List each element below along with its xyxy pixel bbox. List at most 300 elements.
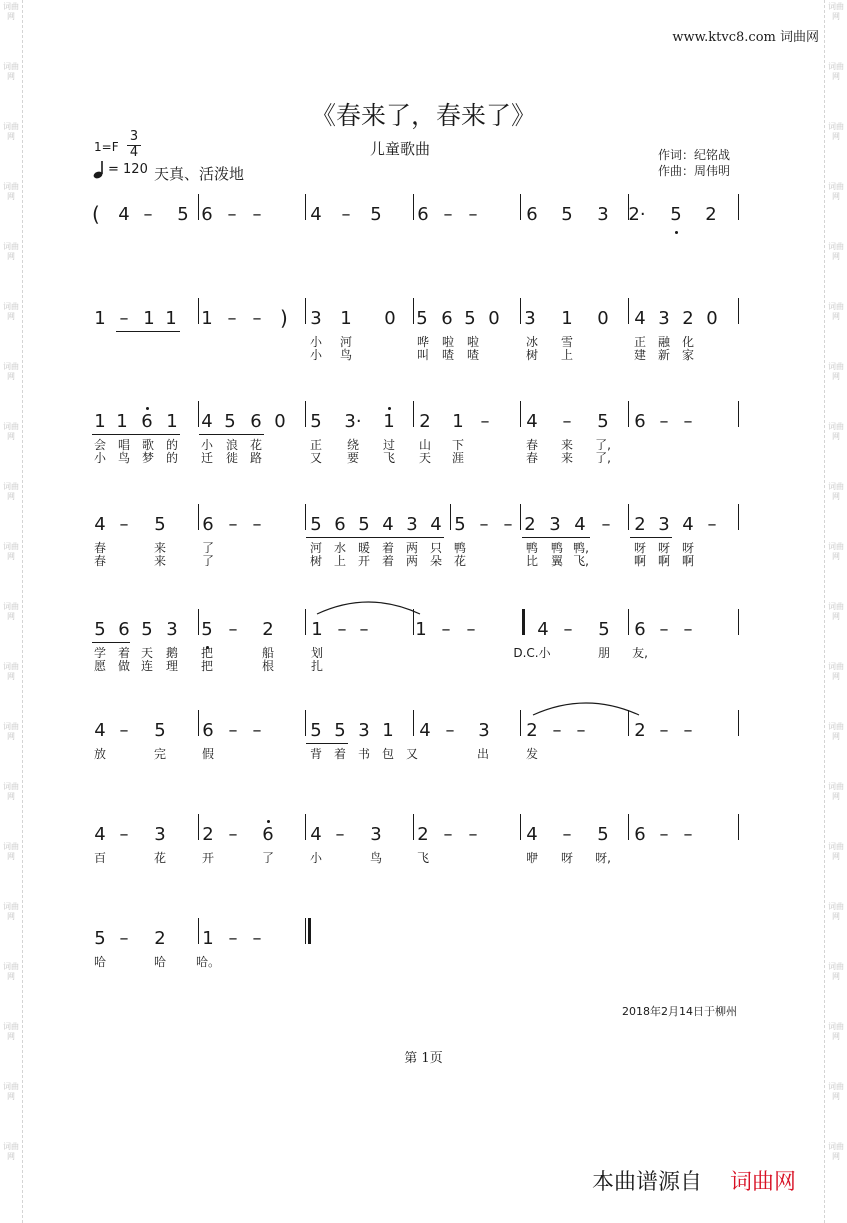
barline — [738, 401, 739, 427]
note-symbol: 2 — [526, 720, 538, 741]
margin-watermark: 词曲网 — [3, 1142, 19, 1161]
lyric-line1: 咿 — [525, 851, 539, 865]
note-symbol: 1 — [165, 308, 177, 329]
note-symbol: 5 — [670, 204, 682, 225]
barline — [628, 504, 629, 530]
lyric-line1: 鸭 — [453, 541, 467, 555]
lyric-line2: 建 — [633, 348, 647, 362]
note-symbol: 6 — [202, 514, 214, 535]
note-symbol: 3 — [154, 824, 166, 845]
barline — [520, 194, 521, 220]
note-symbol: – — [659, 619, 669, 640]
margin-watermark: 词曲网 — [828, 662, 844, 681]
lyric-line1: 冰 — [525, 335, 539, 349]
lyric-line1: 把 — [200, 646, 214, 660]
barline — [198, 298, 199, 324]
note-symbol: – — [252, 204, 262, 225]
barline — [520, 814, 521, 840]
note-symbol: 6 — [201, 204, 213, 225]
note-symbol: 4 — [94, 720, 106, 741]
lyric-line2: 根 — [261, 659, 275, 673]
note-symbol: 1 — [116, 411, 128, 432]
note-symbol: 3 — [524, 308, 536, 329]
barline — [198, 401, 199, 427]
note-symbol: 3 — [597, 204, 609, 225]
margin-watermark: 词曲网 — [828, 2, 844, 21]
lyric-line1: 假 — [201, 747, 215, 761]
note-symbol: 4 — [201, 411, 213, 432]
note-symbol: 5 — [224, 411, 236, 432]
margin-watermark: 词曲网 — [828, 242, 844, 261]
lyric-line1: 船 — [261, 646, 275, 660]
lyric-line2: 鸟 — [339, 348, 353, 362]
barline — [413, 814, 414, 840]
lyric-line1: 飞 — [416, 851, 430, 865]
note-symbol: – — [683, 619, 693, 640]
lyric-line2: 上 — [560, 348, 574, 362]
note-symbol: 2 — [202, 824, 214, 845]
note-symbol: – — [252, 928, 262, 949]
note-symbol: – — [143, 204, 153, 225]
note-symbol: 6 — [634, 411, 646, 432]
lyric-line1: 哈。 — [195, 955, 221, 969]
note-symbol: 3 — [478, 720, 490, 741]
lyric-line2: 理 — [165, 659, 179, 673]
lyric-line1: 了 — [261, 851, 275, 865]
lyric-line1: 绕 — [346, 438, 360, 452]
note-symbol: 6 — [334, 514, 346, 535]
note-symbol: – — [252, 514, 262, 535]
source-brand-link[interactable]: 词曲网 — [730, 1170, 797, 1195]
note-symbol: 5 — [310, 720, 322, 741]
note-symbol: 3· — [344, 411, 362, 432]
note-symbol: 3 — [166, 619, 178, 640]
lyric-line2: 着 — [381, 554, 395, 568]
note-symbol: 6 — [634, 619, 646, 640]
note-symbol: 4 — [430, 514, 442, 535]
key-signature: 1=F — [94, 140, 119, 154]
note-symbol: – — [563, 619, 573, 640]
lyric-line1: 花 — [249, 438, 263, 452]
note-symbol: 2 — [417, 824, 429, 845]
lyric-line1: 小 — [309, 335, 323, 349]
note-symbol: 0 — [384, 308, 396, 329]
margin-watermark: 词曲网 — [828, 602, 844, 621]
note-symbol: 1 — [415, 619, 427, 640]
note-symbol: – — [341, 204, 351, 225]
composer-credit: 作曲：周伟明 — [658, 164, 731, 178]
margin-watermark: 词曲网 — [828, 422, 844, 441]
barline — [738, 194, 739, 220]
note-symbol: 5 — [597, 411, 609, 432]
lyric-line1: 哈 — [153, 955, 167, 969]
margin-watermark: 词曲网 — [3, 362, 19, 381]
octave-dot-below — [675, 231, 678, 234]
lyric-line2: 花 — [453, 554, 467, 568]
barline — [738, 814, 739, 840]
barline — [198, 918, 199, 944]
note-symbol: 4 — [682, 514, 694, 535]
lyric-line1: 雪 — [560, 335, 574, 349]
lyric-line2: 树 — [525, 348, 539, 362]
lyric-line1: 完 — [153, 747, 167, 761]
beam-underline — [199, 434, 264, 435]
margin-watermark: 词曲网 — [3, 302, 19, 321]
lyric-line2: 飞, — [573, 554, 589, 568]
note-symbol: – — [119, 928, 129, 949]
lyric-line1: 朋 — [597, 646, 611, 660]
note-symbol: 1 — [561, 308, 573, 329]
lyric-line1: 书 — [357, 747, 371, 761]
lyric-line2: 春 — [93, 554, 107, 568]
margin-watermark: 词曲网 — [828, 182, 844, 201]
note-symbol: 5 — [561, 204, 573, 225]
barline — [520, 298, 521, 324]
note-symbol: – — [252, 720, 262, 741]
note-symbol: – — [552, 720, 562, 741]
margin-watermark: 词曲网 — [3, 902, 19, 921]
note-symbol: 5 — [597, 824, 609, 845]
lyric-line1: 了, — [595, 438, 611, 452]
barline — [198, 814, 199, 840]
lyric-line1: 浪 — [225, 438, 239, 452]
lyric-line2: 连 — [140, 659, 154, 673]
lyric-line2: 把 — [200, 659, 214, 673]
lyric-line2: 又 — [309, 451, 323, 465]
margin-watermark: 词曲网 — [828, 722, 844, 741]
note-symbol: 5 — [334, 720, 346, 741]
lyric-line2: 小 — [93, 451, 107, 465]
lyric-line1: 又 — [405, 747, 419, 761]
note-symbol: 3 — [658, 308, 670, 329]
beam-underline — [92, 642, 130, 643]
note-symbol: 4 — [94, 824, 106, 845]
barline — [198, 710, 199, 736]
note-symbol: 5 — [201, 619, 213, 640]
note-symbol: – — [119, 308, 129, 329]
note-symbol: – — [707, 514, 717, 535]
beam-underline — [630, 537, 672, 538]
lyric-line2: 来 — [560, 451, 574, 465]
lyric-line1: 鸭 — [525, 541, 539, 555]
margin-watermark: 词曲网 — [3, 542, 19, 561]
note-symbol: – — [468, 204, 478, 225]
lyric-line1: 小 — [309, 851, 323, 865]
lyric-line2: 喳 — [466, 348, 480, 362]
lyric-line2: 徙 — [225, 451, 239, 465]
note-symbol: 5 — [598, 619, 610, 640]
left-margin-watermark-strip — [0, 0, 23, 1223]
note-symbol: 4 — [526, 824, 538, 845]
note-symbol: 1 — [143, 308, 155, 329]
lyric-line1: 暖 — [357, 541, 371, 555]
repeat-barline — [522, 609, 525, 635]
note-symbol: 5 — [141, 619, 153, 640]
intro-close-paren: ) — [280, 306, 288, 330]
barline — [413, 710, 414, 736]
note-symbol: 6 — [441, 308, 453, 329]
beam-underline — [522, 537, 590, 538]
lyric-line1: 鸟 — [369, 851, 383, 865]
lyric-line1: 两 — [405, 541, 419, 555]
margin-watermark: 词曲网 — [3, 1082, 19, 1101]
note-symbol: 5 — [154, 514, 166, 535]
note-symbol: 5 — [416, 308, 428, 329]
margin-watermark: 词曲网 — [3, 242, 19, 261]
lyric-line1: 发 — [525, 747, 539, 761]
note-symbol: 0 — [488, 308, 500, 329]
note-symbol: 0 — [274, 411, 286, 432]
note-symbol: – — [443, 204, 453, 225]
lyric-line1: 水 — [333, 541, 347, 555]
lyric-line2: 愿 — [93, 659, 107, 673]
final-barline-thin — [305, 918, 306, 944]
note-symbol: 6 — [417, 204, 429, 225]
lyric-line1: 哗 — [416, 335, 430, 349]
lyric-line1: 鹅 — [165, 646, 179, 660]
margin-watermark: 词曲网 — [3, 602, 19, 621]
note-symbol: – — [480, 411, 490, 432]
note-symbol: – — [659, 720, 669, 741]
lyric-line1: 呀 — [633, 541, 647, 555]
composition-date: 2018年2月14日于柳州 — [622, 1005, 737, 1018]
note-symbol: 2 — [154, 928, 166, 949]
note-symbol: 4 — [94, 514, 106, 535]
lyric-line2: 叫 — [416, 348, 430, 362]
barline — [628, 298, 629, 324]
note-symbol: – — [576, 720, 586, 741]
margin-watermark: 词曲网 — [828, 962, 844, 981]
expression-marking: 天真、活泼地 — [154, 165, 245, 183]
barline — [305, 710, 306, 736]
note-symbol: – — [335, 824, 345, 845]
note-symbol: – — [562, 824, 572, 845]
lyric-line2: 开 — [357, 554, 371, 568]
lyric-line1: D.C.小 — [513, 646, 551, 660]
note-symbol: 2 — [524, 514, 536, 535]
margin-watermark: 词曲网 — [3, 482, 19, 501]
note-symbol: 5 — [358, 514, 370, 535]
note-symbol: 2 — [682, 308, 694, 329]
lyric-line2: 啊 — [633, 554, 647, 568]
note-symbol: 1 — [94, 308, 106, 329]
note-symbol: 6 — [262, 824, 274, 845]
lyric-line1: 呀, — [595, 851, 611, 865]
lyric-line1: 融 — [657, 335, 671, 349]
note-symbol: 3 — [370, 824, 382, 845]
note-symbol: 2 — [634, 720, 646, 741]
lyric-line2: 春 — [525, 451, 539, 465]
octave-dot-above — [388, 407, 391, 410]
lyric-line1: 鸭, — [573, 541, 589, 555]
note-symbol: 1 — [340, 308, 352, 329]
lyric-line2: 了, — [595, 451, 611, 465]
note-symbol: 3 — [358, 720, 370, 741]
page-number: 第 1页 — [404, 1051, 443, 1066]
lyric-line1: 了 — [201, 541, 215, 555]
note-symbol: 3 — [406, 514, 418, 535]
note-symbol: 2 — [634, 514, 646, 535]
lyric-line2: 家 — [681, 348, 695, 362]
lyric-line2: 做 — [117, 659, 131, 673]
barline — [305, 194, 306, 220]
beam-underline — [306, 537, 444, 538]
margin-watermark: 词曲网 — [828, 62, 844, 81]
barline — [738, 298, 739, 324]
tie-arc — [316, 599, 421, 615]
lyric-line2: 路 — [249, 451, 263, 465]
lyric-line1: 春 — [93, 541, 107, 555]
note-symbol: 5 — [177, 204, 189, 225]
lyric-line1: 哈 — [93, 955, 107, 969]
barline — [198, 504, 199, 530]
barline — [628, 814, 629, 840]
lyric-line2: 要 — [346, 451, 360, 465]
right-margin-watermark-strip — [824, 0, 847, 1223]
lyric-line2: 梦 — [141, 451, 155, 465]
lyric-line1: 呀 — [560, 851, 574, 865]
note-symbol: 4 — [310, 824, 322, 845]
margin-watermark: 词曲网 — [3, 782, 19, 801]
barline — [738, 609, 739, 635]
note-symbol: – — [228, 824, 238, 845]
note-symbol: – — [228, 619, 238, 640]
note-symbol: 5 — [310, 411, 322, 432]
lyric-line2: 的 — [165, 451, 179, 465]
note-symbol: – — [359, 619, 369, 640]
lyric-line1: 着 — [333, 747, 347, 761]
note-symbol: 3 — [549, 514, 561, 535]
note-symbol: 6 — [526, 204, 538, 225]
barline — [450, 504, 451, 530]
lyric-line2: 上 — [333, 554, 347, 568]
note-symbol: – — [119, 824, 129, 845]
note-symbol: 1 — [382, 720, 394, 741]
note-symbol: 4 — [118, 204, 130, 225]
lyric-line1: 百 — [93, 851, 107, 865]
note-symbol: 5 — [94, 928, 106, 949]
site-url[interactable]: www.ktvc8.com 词曲网 — [672, 30, 819, 45]
lyric-line1: 来 — [560, 438, 574, 452]
margin-watermark: 词曲网 — [3, 182, 19, 201]
note-symbol: 4 — [537, 619, 549, 640]
lyric-line1: 过 — [382, 438, 396, 452]
lyric-line1: 友, — [632, 646, 648, 660]
note-symbol: 2 — [262, 619, 274, 640]
lyric-line1: 正 — [633, 335, 647, 349]
note-symbol: 5 — [310, 514, 322, 535]
barline — [305, 504, 306, 530]
lyric-line2: 两 — [405, 554, 419, 568]
lyric-line2: 啊 — [681, 554, 695, 568]
lyric-line1: 化 — [681, 335, 695, 349]
source-label: 本曲谱源自 — [592, 1170, 703, 1195]
lyric-line1: 啦 — [441, 335, 455, 349]
lyricist-credit: 作词：纪铭战 — [658, 148, 731, 162]
note-symbol: 4 — [382, 514, 394, 535]
lyric-line1: 开 — [201, 851, 215, 865]
lyric-line1: 正 — [309, 438, 323, 452]
note-symbol: 6 — [634, 824, 646, 845]
note-symbol: 4 — [634, 308, 646, 329]
lyric-line1: 只 — [429, 541, 443, 555]
note-symbol: – — [228, 928, 238, 949]
barline — [413, 194, 414, 220]
lyric-line1: 歌 — [141, 438, 155, 452]
barline — [738, 504, 739, 530]
note-symbol: 2· — [628, 204, 646, 225]
margin-watermark: 词曲网 — [3, 842, 19, 861]
lyric-line2: 翼 — [550, 554, 564, 568]
margin-watermark: 词曲网 — [3, 662, 19, 681]
note-symbol: 0 — [597, 308, 609, 329]
lyric-line1: 来 — [153, 541, 167, 555]
lyric-line2: 朵 — [429, 554, 443, 568]
note-symbol: – — [228, 514, 238, 535]
margin-watermark: 词曲网 — [828, 362, 844, 381]
lyric-line1: 唱 — [117, 438, 131, 452]
note-symbol: – — [659, 824, 669, 845]
barline — [520, 504, 521, 530]
lyric-line1: 天 — [140, 646, 154, 660]
note-symbol: 5 — [94, 619, 106, 640]
note-symbol: – — [227, 204, 237, 225]
note-symbol: – — [466, 619, 476, 640]
barline — [198, 609, 199, 635]
tempo-marking: = 120 — [108, 162, 148, 177]
lyric-line2: 来 — [153, 554, 167, 568]
barline — [413, 298, 414, 324]
note-symbol: – — [503, 514, 513, 535]
tie-arc — [532, 700, 640, 716]
time-signature-numerator: 3 — [129, 129, 139, 144]
note-symbol: 1 — [166, 411, 178, 432]
beam-underline — [306, 743, 348, 744]
beam-underline — [116, 331, 180, 332]
note-symbol: 4 — [419, 720, 431, 741]
note-symbol: 5 — [154, 720, 166, 741]
margin-watermark: 词曲网 — [3, 62, 19, 81]
note-symbol: 1 — [202, 928, 214, 949]
final-barline-thick — [308, 918, 311, 944]
note-symbol: – — [562, 411, 572, 432]
margin-watermark: 词曲网 — [3, 2, 19, 21]
note-symbol: 1 — [201, 308, 213, 329]
barline — [305, 401, 306, 427]
note-symbol: – — [659, 411, 669, 432]
lyric-line2: 比 — [525, 554, 539, 568]
note-symbol: 1 — [311, 619, 323, 640]
lyric-line1: 山 — [418, 438, 432, 452]
time-signature-denominator: 4 — [129, 145, 139, 160]
barline — [520, 401, 521, 427]
note-symbol: 2 — [419, 411, 431, 432]
margin-watermark: 词曲网 — [3, 422, 19, 441]
margin-watermark: 词曲网 — [828, 482, 844, 501]
note-symbol: 6 — [250, 411, 262, 432]
song-title: 《春来了，春来了》 — [310, 101, 536, 130]
lyric-line1: 着 — [117, 646, 131, 660]
margin-watermark: 词曲网 — [828, 902, 844, 921]
lyric-line1: 着 — [381, 541, 395, 555]
margin-watermark: 词曲网 — [828, 122, 844, 141]
note-symbol: – — [479, 514, 489, 535]
barline — [198, 194, 199, 220]
note-symbol: 1 — [94, 411, 106, 432]
lyric-line1: 春 — [525, 438, 539, 452]
lyric-line1: 鸭 — [550, 541, 564, 555]
margin-watermark: 词曲网 — [828, 1082, 844, 1101]
